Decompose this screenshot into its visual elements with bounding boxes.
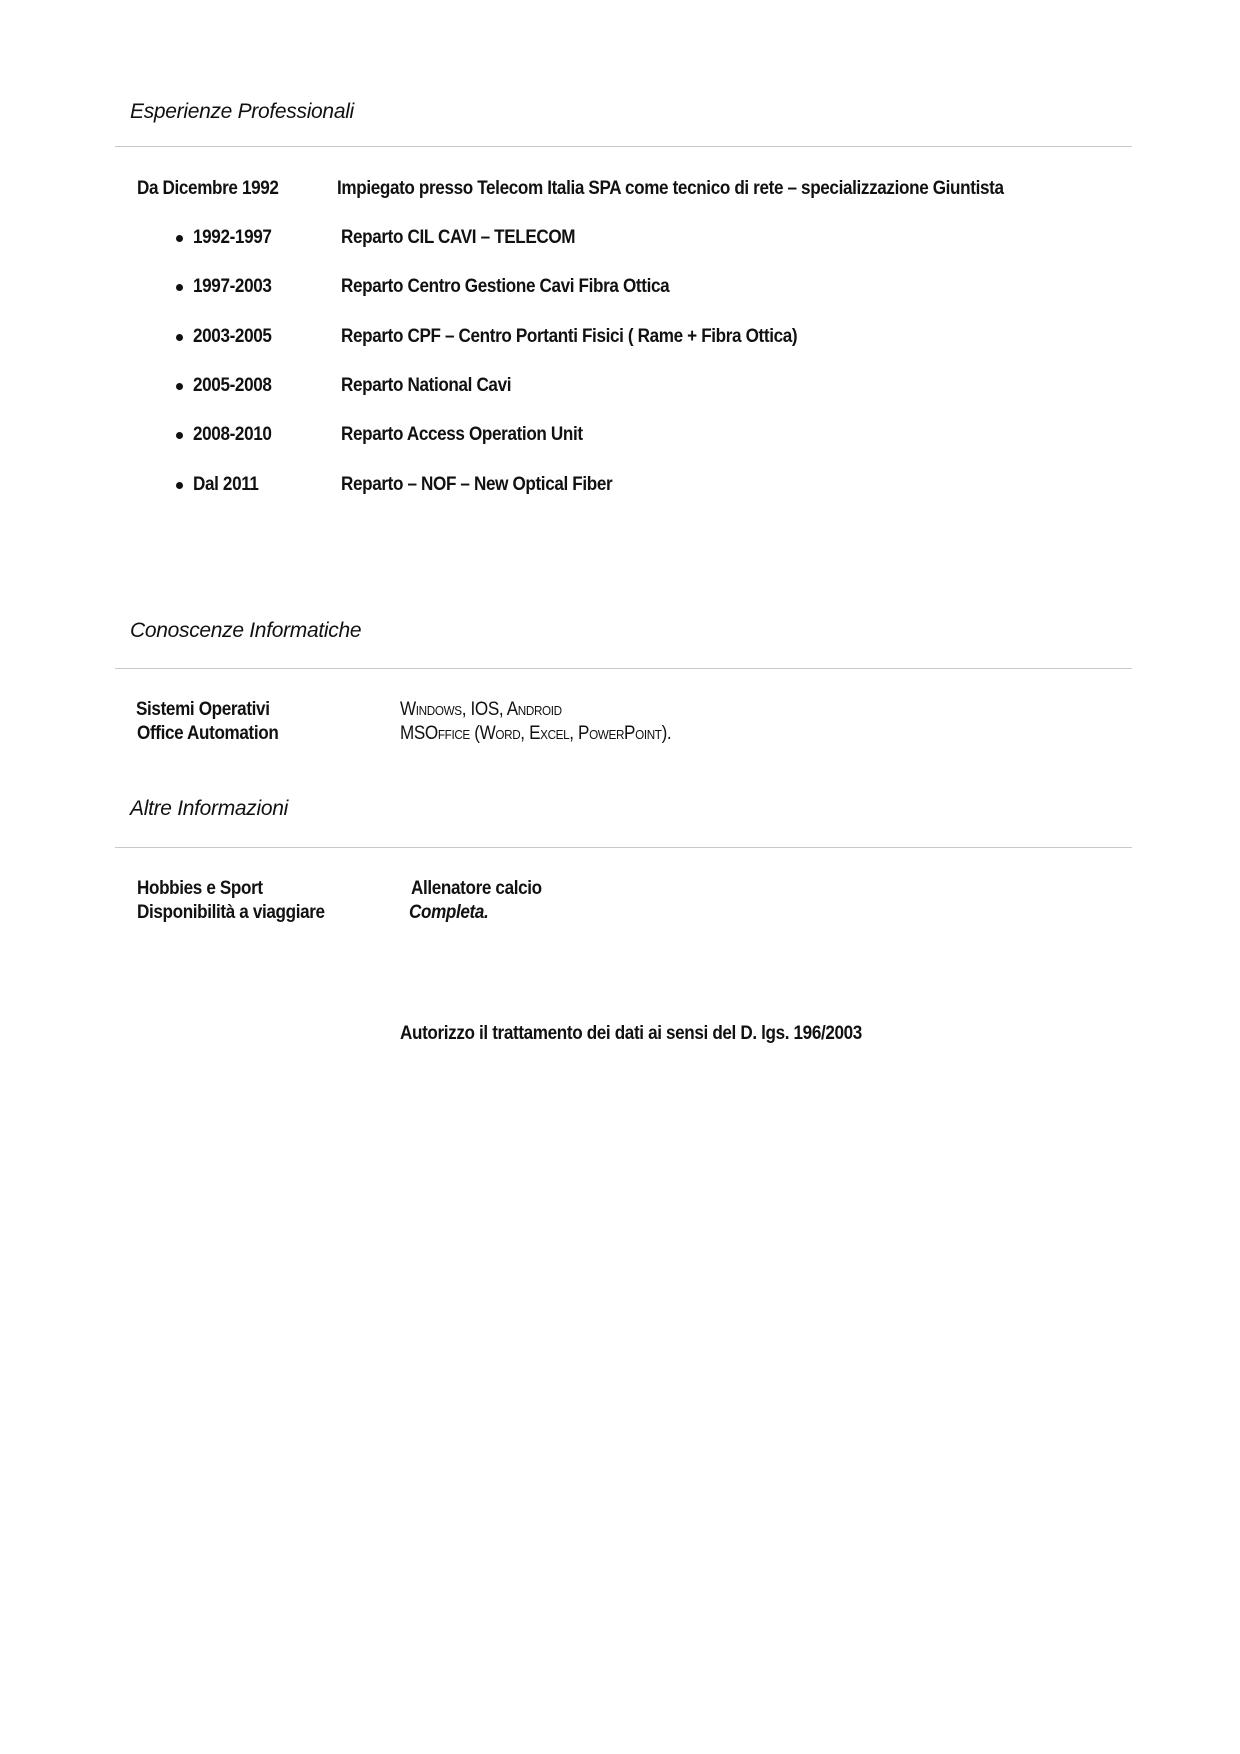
section-divider	[115, 146, 1132, 147]
experience-department: Reparto – NOF – New Optical Fiber	[341, 474, 613, 495]
experience-header-date: Da Dicembre 1992	[137, 178, 279, 199]
bullet-icon	[176, 383, 183, 390]
experience-period: 1997-2003	[193, 276, 272, 297]
experience-department: Reparto Centro Gestione Cavi Fibra Ottica	[341, 276, 670, 297]
experience-department: Reparto National Cavi	[341, 375, 512, 396]
other-info-value: Allenatore calcio	[411, 878, 542, 899]
experience-period: Dal 2011	[193, 474, 259, 495]
experience-period: 2003-2005	[193, 326, 272, 347]
bullet-icon	[176, 432, 183, 439]
bullet-icon	[176, 284, 183, 291]
section-title-it-skills: Conoscenze Informatiche	[130, 619, 362, 642]
experience-department: Reparto CPF – Centro Portanti Fisici ( Rame + Fibra Ottica)	[341, 326, 798, 347]
section-title-experience: Esperienze Professionali	[130, 100, 354, 123]
bullet-icon	[176, 235, 183, 242]
experience-department: Reparto Access Operation Unit	[341, 424, 583, 445]
other-info-label: Hobbies e Sport	[137, 878, 263, 899]
privacy-consent-statement: Autorizzo il trattamento dei dati ai sensi del D. lgs. 196/2003	[400, 1023, 862, 1044]
experience-header-description: Impiegato presso Telecom Italia SPA come tecnico di rete – specializzazione Giuntista	[337, 178, 1004, 199]
section-title-other-info: Altre Informazioni	[130, 797, 288, 820]
section-divider	[115, 847, 1132, 848]
experience-period: 1992-1997	[193, 227, 272, 248]
experience-period: 2008-2010	[193, 424, 272, 445]
it-skill-label: Office Automation	[137, 723, 279, 744]
bullet-icon	[176, 334, 183, 341]
bullet-icon	[176, 482, 183, 489]
experience-department: Reparto CIL CAVI – TELECOM	[341, 227, 576, 248]
other-info-value: Completa.	[409, 902, 489, 923]
it-skill-value: MSOffice (Word, Excel, PowerPoint).	[400, 723, 672, 744]
experience-period: 2005-2008	[193, 375, 272, 396]
it-skill-label: Sistemi Operativi	[136, 699, 270, 720]
section-divider	[115, 668, 1132, 669]
it-skill-value: Windows, IOS, Android	[400, 699, 562, 720]
other-info-label: Disponibilità a viaggiare	[137, 902, 325, 923]
